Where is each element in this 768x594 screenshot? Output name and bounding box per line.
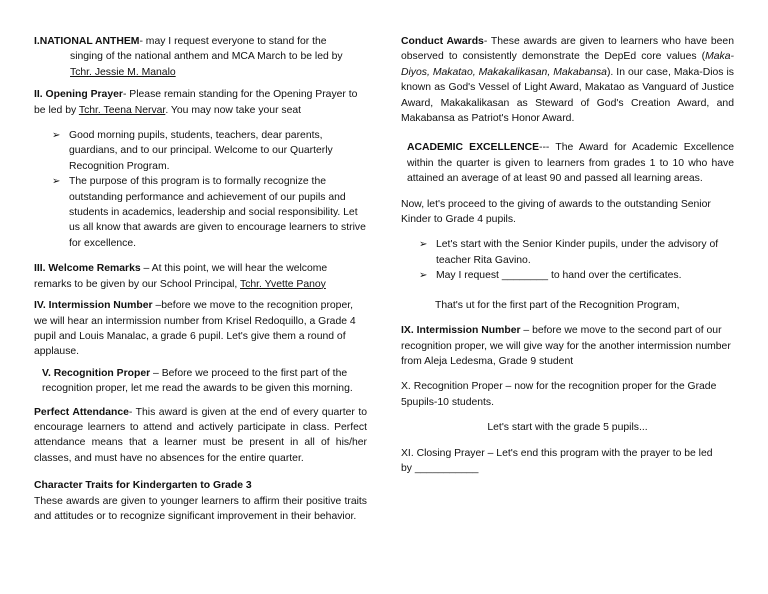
bullet-text: May I request ________ to hand over the certificates. bbox=[436, 270, 682, 282]
list-item bbox=[401, 237, 734, 268]
opening-prayer-text: - Please remain standing for the Opening Prayer to be led by bbox=[34, 89, 358, 116]
senior-kinder-bullets bbox=[401, 237, 734, 283]
right-column bbox=[401, 34, 734, 476]
arrow-bullet-icon: ➢ bbox=[52, 176, 61, 188]
opening-prayer-text2: . You may now take your seat bbox=[165, 104, 302, 116]
arrow-bullet-icon: ➢ bbox=[419, 239, 428, 251]
academic-excellence-text: --- The Award for Academic Excellence within the quarter is given to learners from grades 1 to 10 who have attained an average of at least 90 and passed all learning areas. bbox=[407, 142, 734, 185]
perfect-attendance-text: - This award is given at the end of every quarter to encourage learners to attend and actively participate in class. Perfect attendance means that a learner must be present in all of his/her classes, and must have no absences for the entire quarter. bbox=[34, 406, 367, 464]
character-traits-heading-text: Character Traits for Kindergarten to Grade 3 bbox=[34, 480, 252, 492]
opening-prayer-paragraph bbox=[34, 87, 367, 118]
arrow-bullet-icon: ➢ bbox=[419, 270, 428, 282]
national-anthem-paragraph bbox=[34, 34, 367, 49]
core-values-text: Maka-Diyos, Makatao, Makakalikasan, Makabansa bbox=[401, 51, 734, 78]
intermission-heading: IV. Intermission Number bbox=[34, 300, 153, 312]
welcome-remarks-heading: III. Welcome Remarks bbox=[34, 263, 141, 275]
perfect-attendance-paragraph bbox=[34, 405, 367, 467]
recognition-proper-text: – Before we proceed to the first part of the recognition proper, let me read the awards to be given this morning. bbox=[42, 367, 353, 395]
conduct-awards-heading: Conduct Awards bbox=[401, 36, 484, 47]
welcome-bullets bbox=[34, 128, 367, 251]
intermission-text: –before we move to the recognition proper, we will hear an intermission number from Krisel Redoquillo, a Grade 4 pupil and Louis Manalac, a grade 6 pupil. Let's give them a round of applause. bbox=[34, 300, 356, 358]
national-anthem-leader-line bbox=[34, 65, 367, 80]
conduct-awards-text: - These awards are given to learners who have been observed to consistently demonstrate the DepEd core values ( bbox=[401, 36, 734, 63]
second-recognition-paragraph: X. Recognition Proper – now for the recognition proper for the Grade 5pupils-10 students. bbox=[401, 381, 717, 408]
intermission-paragraph bbox=[34, 298, 367, 360]
grade5-paragraph: Let's start with the grade 5 pupils... bbox=[487, 422, 648, 434]
arrow-bullet-icon: ➢ bbox=[52, 130, 61, 142]
bullet-text: Good morning pupils, students, teachers, dear parents, guardians, and to our principal. Welcome to our Quarterly Recognition Program. bbox=[69, 130, 333, 172]
second-intermission-paragraph bbox=[401, 323, 734, 369]
academic-excellence-heading: ACADEMIC EXCELLENCE bbox=[407, 142, 540, 154]
second-intermission-heading: IX. Intermission Number bbox=[401, 325, 521, 337]
closing-prayer-line1: XI. Closing Prayer – Let's end this program with the prayer to be led bbox=[401, 447, 713, 459]
second-intermission-text: – before we move to the second part of our recognition proper, we will give way for the another intermission number from Aleja Ledesma, Grade 9 student bbox=[401, 325, 731, 367]
character-traits-text: These awards are given to younger learners to affirm their positive traits and attitudes or to recognize significant improvement in their behavior. bbox=[34, 495, 367, 522]
proceed-paragraph: Now, let's proceed to the giving of awards to the outstanding Senior Kinder to Grade 4 pupils. bbox=[401, 198, 711, 226]
character-traits-heading bbox=[34, 478, 367, 493]
national-anthem-line2-text: singing of the national anthem and MCA March to be led by bbox=[70, 51, 343, 63]
recognition-proper-paragraph bbox=[34, 366, 367, 397]
left-column bbox=[34, 34, 367, 524]
welcome-remarks-text: – At this point, we will hear the welcome remarks to be given by our School Principal, bbox=[34, 263, 328, 290]
first-part-paragraph: That's ut for the first part of the Recognition Program, bbox=[435, 299, 680, 311]
welcome-remarks-leader: Tchr. Yvette Panoy bbox=[240, 278, 326, 290]
perfect-attendance-heading: Perfect Attendance bbox=[34, 406, 129, 418]
list-item bbox=[401, 268, 734, 283]
bullet-text: Let's start with the Senior Kinder pupils, under the advisory of teacher Rita Gavino. bbox=[436, 239, 719, 266]
national-anthem-leader: Tchr. Jessie M. Manalo bbox=[70, 66, 176, 78]
conduct-awards-paragraph bbox=[401, 34, 734, 126]
bullet-text: The purpose of this program is to formally recognize the outstanding performance and achievement of our pupils and students in academics, leadership and social responsibility. Let us all know that awards are given to encourage learners to strive for excellence. bbox=[69, 176, 366, 249]
national-anthem-line2 bbox=[34, 49, 367, 64]
opening-prayer-leader: Tchr. Teena Nervar bbox=[78, 104, 166, 116]
welcome-remarks-paragraph bbox=[34, 261, 367, 292]
conduct-awards-text2: ). In our case, Maka-Dios is known as God's Vessel of Light Award, Makatao as Vanguard of Justice Award, Makakalikasan as Steward of God's Creation Award, and Makabansa as Patriot's Honor Award. bbox=[401, 66, 734, 125]
closing-prayer-line2: by ___________ bbox=[401, 462, 479, 474]
recognition-proper-heading: V. Recognition Proper bbox=[42, 367, 151, 379]
opening-prayer-heading: II. Opening Prayer bbox=[34, 89, 123, 101]
list-item bbox=[34, 174, 367, 251]
national-anthem-heading: I.NATIONAL ANTHEM bbox=[34, 36, 140, 47]
national-anthem-text: - may I request everyone to stand for the bbox=[139, 36, 327, 47]
list-item bbox=[34, 128, 367, 174]
academic-excellence-paragraph bbox=[401, 140, 734, 186]
